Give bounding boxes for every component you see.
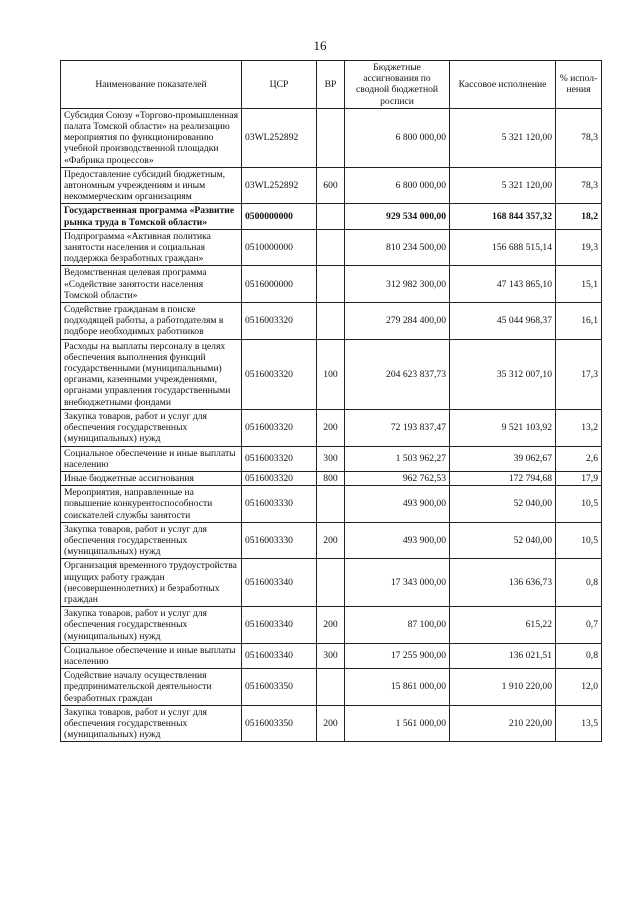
cell-name: Иные бюджетные ассигнования xyxy=(61,471,242,485)
cell-csr: 0510000000 xyxy=(242,229,317,266)
cell-budget: 312 982 300,00 xyxy=(345,266,450,303)
cell-budget: 6 800 000,00 xyxy=(345,108,450,167)
cell-pct: 10,5 xyxy=(556,522,602,559)
cell-cash: 156 688 515,14 xyxy=(450,229,556,266)
cell-csr: 0516003340 xyxy=(242,607,317,644)
cell-pct: 78,3 xyxy=(556,167,602,204)
cell-budget: 279 284 400,00 xyxy=(345,303,450,340)
table-row xyxy=(61,167,602,204)
table-row xyxy=(61,266,602,303)
cell-pct: 17,9 xyxy=(556,471,602,485)
cell-budget: 204 623 837,73 xyxy=(345,339,450,409)
table-row xyxy=(61,607,602,644)
cell-csr: 0516003320 xyxy=(242,471,317,485)
cell-pct: 2,6 xyxy=(556,446,602,471)
cell-cash: 168 844 357,32 xyxy=(450,204,556,229)
cell-vr xyxy=(317,266,345,303)
cell-cash: 35 312 007,10 xyxy=(450,339,556,409)
cell-csr: 0516003330 xyxy=(242,522,317,559)
cell-pct: 0,8 xyxy=(556,643,602,668)
cell-cash: 172 794,68 xyxy=(450,471,556,485)
cell-cash: 136 021,51 xyxy=(450,643,556,668)
cell-name: Государственная программа «Развитие рынка труда в Томской области» xyxy=(61,204,242,229)
cell-name: Подпрограмма «Активная политика занятости населения и социальная поддержка безработных граждан» xyxy=(61,229,242,266)
cell-csr: 0516003350 xyxy=(242,705,317,742)
header-pct: % испол-нения xyxy=(556,61,602,109)
header-budget: Бюджетные ассигнования по сводной бюджетной росписи xyxy=(345,61,450,109)
table-row xyxy=(61,559,602,607)
cell-csr: 0516003330 xyxy=(242,486,317,523)
table-row xyxy=(61,522,602,559)
cell-vr xyxy=(317,559,345,607)
cell-vr: 200 xyxy=(317,409,345,446)
cell-vr xyxy=(317,108,345,167)
cell-budget: 962 762,53 xyxy=(345,471,450,485)
cell-csr: 0516003340 xyxy=(242,559,317,607)
cell-pct: 18,2 xyxy=(556,204,602,229)
cell-csr: 0516003340 xyxy=(242,643,317,668)
cell-cash: 5 321 120,00 xyxy=(450,167,556,204)
table-row xyxy=(61,669,602,706)
cell-pct: 19,3 xyxy=(556,229,602,266)
table-row xyxy=(61,409,602,446)
table-row xyxy=(61,108,602,167)
cell-vr xyxy=(317,229,345,266)
cell-pct: 10,5 xyxy=(556,486,602,523)
cell-cash: 45 044 968,37 xyxy=(450,303,556,340)
cell-budget: 1 503 962,27 xyxy=(345,446,450,471)
cell-budget: 493 900,00 xyxy=(345,522,450,559)
cell-name: Мероприятия, направленные на повышение конкурентоспособности соискателей службы занятости xyxy=(61,486,242,523)
cell-cash: 9 521 103,92 xyxy=(450,409,556,446)
cell-pct: 13,2 xyxy=(556,409,602,446)
cell-cash: 1 910 220,00 xyxy=(450,669,556,706)
cell-csr: 0516003350 xyxy=(242,669,317,706)
cell-cash: 39 062,67 xyxy=(450,446,556,471)
cell-vr xyxy=(317,204,345,229)
cell-budget: 929 534 000,00 xyxy=(345,204,450,229)
cell-name: Субсидия Союзу «Торгово-промышленная палата Томской области» на реализацию мероприятия по функционированию учебной производственной площадки «Фабрика процессов» xyxy=(61,108,242,167)
cell-name: Содействие гражданам в поиске подходящей работы, а работодателям в подборе необходимых работников xyxy=(61,303,242,340)
cell-vr: 200 xyxy=(317,607,345,644)
cell-name: Предоставление субсидий бюджетным, автономным учреждениям и иным некоммерческим организациям xyxy=(61,167,242,204)
cell-cash: 5 321 120,00 xyxy=(450,108,556,167)
table-row xyxy=(61,643,602,668)
cell-name: Закупка товаров, работ и услуг для обеспечения государственных (муниципальных) нужд xyxy=(61,409,242,446)
header-csr: ЦСР xyxy=(242,61,317,109)
cell-budget: 17 255 900,00 xyxy=(345,643,450,668)
cell-budget: 6 800 000,00 xyxy=(345,167,450,204)
cell-csr: 0516003320 xyxy=(242,446,317,471)
header-name: Наименование показателей xyxy=(61,61,242,109)
cell-pct: 0,8 xyxy=(556,559,602,607)
cell-vr xyxy=(317,303,345,340)
cell-budget: 72 193 837,47 xyxy=(345,409,450,446)
cell-vr: 600 xyxy=(317,167,345,204)
cell-vr xyxy=(317,486,345,523)
cell-budget: 1 561 000,00 xyxy=(345,705,450,742)
cell-cash: 52 040,00 xyxy=(450,522,556,559)
cell-csr: 03WL252892 xyxy=(242,108,317,167)
table-header-row xyxy=(61,61,602,109)
cell-vr xyxy=(317,669,345,706)
cell-csr: 0516000000 xyxy=(242,266,317,303)
cell-budget: 15 861 000,00 xyxy=(345,669,450,706)
cell-name: Расходы на выплаты персоналу в целях обеспечения выполнения функций государственными (муниципальными) органами, казенными учреждениями, органами управления государственными внебюджетными фондами xyxy=(61,339,242,409)
header-vr: ВР xyxy=(317,61,345,109)
cell-vr: 200 xyxy=(317,705,345,742)
cell-name: Закупка товаров, работ и услуг для обеспечения государственных (муниципальных) нужд xyxy=(61,705,242,742)
cell-budget: 810 234 500,00 xyxy=(345,229,450,266)
table-row xyxy=(61,339,602,409)
cell-csr: 0516003320 xyxy=(242,339,317,409)
cell-name: Социальное обеспечение и иные выплаты населению xyxy=(61,643,242,668)
cell-pct: 78,3 xyxy=(556,108,602,167)
cell-cash: 615,22 xyxy=(450,607,556,644)
cell-name: Содействие началу осуществления предпринимательской деятельности безработных граждан xyxy=(61,669,242,706)
cell-csr: 0516003320 xyxy=(242,409,317,446)
cell-pct: 12,0 xyxy=(556,669,602,706)
cell-name: Закупка товаров, работ и услуг для обеспечения государственных (муниципальных) нужд xyxy=(61,607,242,644)
cell-name: Закупка товаров, работ и услуг для обеспечения государственных (муниципальных) нужд xyxy=(61,522,242,559)
cell-pct: 15,1 xyxy=(556,266,602,303)
cell-budget: 17 343 000,00 xyxy=(345,559,450,607)
table-row xyxy=(61,471,602,485)
cell-budget: 493 900,00 xyxy=(345,486,450,523)
cell-vr: 100 xyxy=(317,339,345,409)
cell-pct: 0,7 xyxy=(556,607,602,644)
budget-execution-table xyxy=(60,60,602,742)
cell-vr: 300 xyxy=(317,643,345,668)
cell-cash: 52 040,00 xyxy=(450,486,556,523)
cell-name: Ведомственная целевая программа «Содействие занятости населения Томской области» xyxy=(61,266,242,303)
cell-csr: 0500000000 xyxy=(242,204,317,229)
cell-cash: 210 220,00 xyxy=(450,705,556,742)
table-row xyxy=(61,303,602,340)
page-number: 16 xyxy=(313,38,327,53)
cell-vr: 300 xyxy=(317,446,345,471)
cell-pct: 16,1 xyxy=(556,303,602,340)
table-row xyxy=(61,204,602,229)
table-row xyxy=(61,446,602,471)
cell-pct: 13,5 xyxy=(556,705,602,742)
cell-name: Организация временного трудоустройства ищущих работу граждан (несовершеннолетних) и безработных граждан xyxy=(61,559,242,607)
cell-name: Социальное обеспечение и иные выплаты населению xyxy=(61,446,242,471)
cell-csr: 0516003320 xyxy=(242,303,317,340)
table-row xyxy=(61,486,602,523)
table-row xyxy=(61,705,602,742)
cell-csr: 03WL252892 xyxy=(242,167,317,204)
cell-vr: 800 xyxy=(317,471,345,485)
table-row xyxy=(61,229,602,266)
cell-budget: 87 100,00 xyxy=(345,607,450,644)
cell-cash: 136 636,73 xyxy=(450,559,556,607)
cell-cash: 47 143 865,10 xyxy=(450,266,556,303)
cell-vr: 200 xyxy=(317,522,345,559)
header-cash: Кассовое исполнение xyxy=(450,61,556,109)
cell-pct: 17,3 xyxy=(556,339,602,409)
